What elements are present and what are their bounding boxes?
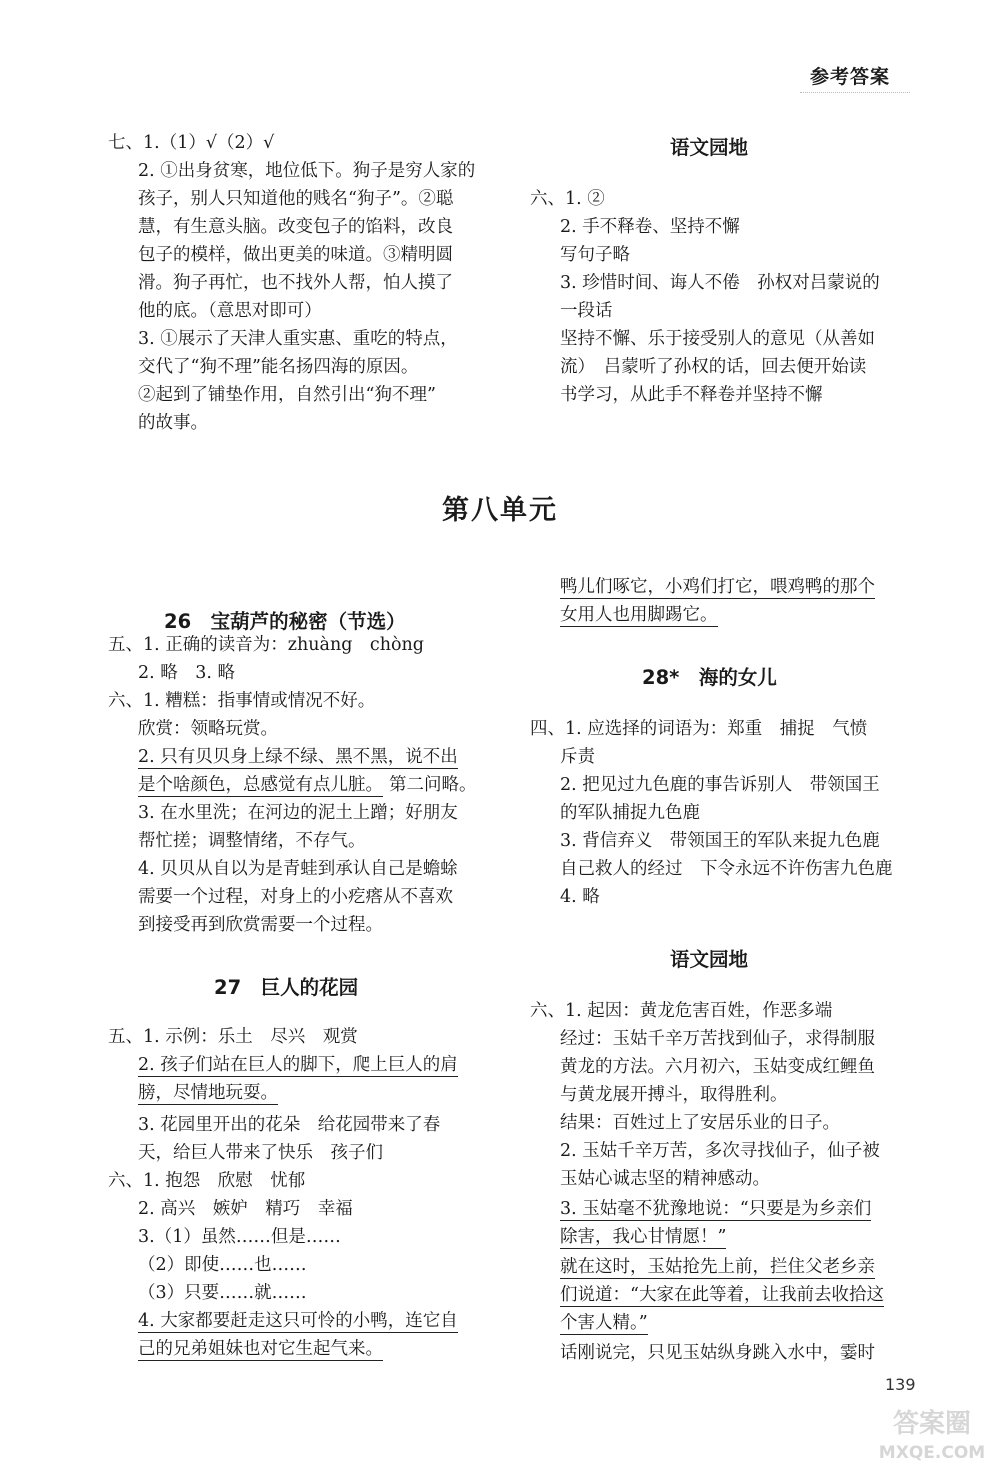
answer-line: 四、1. 应选择的词语为：郑重 捕捉 气愤	[530, 719, 868, 739]
answer-line	[560, 602, 718, 628]
answer-line: 结果：百姓过上了安居乐业的日子。	[560, 1113, 840, 1133]
underlined-text: 2. 只有贝贝身上绿不绿、黑不黑，说不出	[138, 747, 458, 767]
answer-line: 3. 珍惜时间、诲人不倦 孙权对吕蒙说的	[560, 273, 880, 293]
watermark-text: 答案圈	[892, 1409, 972, 1439]
underlined-text: 鸭儿们啄它，小鸡们打它，喂鸡鸭的那个	[560, 577, 875, 597]
answer-line: 的故事。	[138, 413, 208, 433]
answer-line	[138, 772, 477, 798]
answer-line	[560, 1310, 648, 1336]
answer-line: 写句子略	[560, 245, 630, 265]
answer-line: 斥责	[560, 747, 595, 767]
unit-title: 第八单元	[442, 495, 558, 526]
answer-line: 慧，有生意头脑。改变包子的馅料，改良	[138, 217, 453, 237]
underlined-text: 们说道：“大家在此等着，让我前去收拾这	[560, 1285, 884, 1305]
page-number: 139	[885, 1375, 916, 1394]
answer-line: 4. 略	[560, 887, 600, 907]
answer-line	[560, 1282, 884, 1308]
answer-line	[138, 1052, 458, 1078]
page-header: 参考答案	[809, 66, 890, 88]
underlined-text: 女用人也用脚踢它。	[560, 605, 718, 625]
answer-line: 的军队捕捉九色鹿	[560, 803, 700, 823]
underlined-text: 2. 孩子们站在巨人的脚下，爬上巨人的肩	[138, 1055, 458, 1075]
answer-text: 第二问略。	[389, 775, 477, 795]
answer-line: 与黄龙展开搏斗，取得胜利。	[560, 1085, 788, 1105]
answer-line: ②起到了铺垫作用，自然引出“狗不理”	[138, 385, 436, 405]
underlined-text: 3. 玉姑毫不犹豫地说：“只要是为乡亲们	[560, 1199, 872, 1219]
answer-line	[560, 1254, 875, 1280]
answer-line: 六、1. ②	[530, 189, 605, 209]
answer-line: 3. 花园里开出的花朵 给花园带来了春	[138, 1115, 441, 1135]
answer-line: 3. 在水里洗；在河边的泥土上蹭；好朋友	[138, 803, 458, 823]
answer-line: 书学习，从此手不释卷并坚持不懈	[560, 385, 823, 405]
answer-line: 流） 吕蒙听了孙权的话，回去便开始读	[560, 357, 867, 377]
answer-line	[560, 1224, 726, 1250]
answer-line: 七、1.（1）√（2）√	[108, 133, 275, 153]
answer-line: 天，给巨人带来了快乐 孩子们	[138, 1143, 383, 1163]
answer-line: 黄龙的方法。六月初六，玉姑变成红鲤鱼	[560, 1057, 875, 1077]
answer-line: 六、1. 起因：黄龙危害百姓，作恶多端	[530, 1001, 833, 1021]
underlined-text: 除害，我心甘情愿！”	[560, 1227, 727, 1247]
answer-line: 需要一个过程，对身上的小疙瘩从不喜欢	[138, 887, 453, 907]
watermark-logo	[872, 1398, 992, 1466]
answer-line: 4. 贝贝从自以为是青蛙到承认自己是蟾蜍	[138, 859, 458, 879]
answer-line: （2）即使……也……	[138, 1255, 307, 1275]
answer-line: 到接受再到欣赏需要一个过程。	[138, 915, 383, 935]
answer-line	[138, 1308, 458, 1334]
lesson-title: 26 宝葫芦的秘密（节选）	[164, 610, 406, 633]
answer-line: 一段话	[560, 301, 613, 321]
underlined-text: 4. 大家都要赶走这只可怜的小鸭，连它自	[138, 1311, 458, 1331]
underlined-text: 是个啥颜色，总感觉有点儿脏。	[138, 775, 383, 795]
answer-line: 2. 把见过九色鹿的事告诉别人 带领国王	[560, 775, 880, 795]
answer-line: 欣赏：领略玩赏。	[138, 719, 278, 739]
answer-line	[138, 744, 458, 770]
underlined-text: 膀，尽情地玩耍。	[138, 1083, 278, 1103]
answer-line: 包子的模样，做出更美的味道。③精明圆	[138, 245, 453, 265]
underlined-text: 个害人精。”	[560, 1313, 648, 1333]
answer-line: 滑。狗子再忙，也不找外人帮，怕人摸了	[138, 273, 453, 293]
answer-line	[138, 1336, 383, 1362]
answer-line: 玉姑心诚志坚的精神感动。	[560, 1169, 770, 1189]
watermark-url: MXQE.COM	[878, 1443, 986, 1463]
answer-line: 孩子，别人只知道他的贱名“狗子”。②聪	[138, 189, 454, 209]
header-rule	[800, 92, 910, 93]
underlined-text: 己的兄弟姐妹也对它生起气来。	[138, 1339, 383, 1359]
lesson-title: 28* 海的女儿	[642, 666, 777, 689]
answer-line: 六、1. 抱怨 欣慰 忧郁	[108, 1171, 306, 1191]
answer-line: 交代了“狗不理”能名扬四海的原因。	[138, 357, 419, 377]
answer-line	[560, 574, 875, 600]
answer-line: 3. ①展示了天津人重实惠、重吃的特点，	[138, 329, 458, 349]
answer-line: 他的底。（意思对即可）	[138, 301, 322, 321]
answer-line: 3. 背信弃义 带领国王的军队来捉九色鹿	[560, 831, 880, 851]
section-title: 语文园地	[670, 136, 749, 159]
lesson-title: 27 巨人的花园	[214, 976, 359, 999]
answer-line: 2. 玉姑千辛万苦，多次寻找仙子，仙子被	[560, 1141, 880, 1161]
underlined-text: 就在这时，玉姑抢先上前，拦住父老乡亲	[560, 1257, 875, 1277]
section-title: 语文园地	[670, 948, 749, 971]
answer-line: 坚持不懈、乐于接受别人的意见（从善如	[560, 329, 875, 349]
answer-line: 自己救人的经过 下令永远不许伤害九色鹿	[560, 859, 893, 879]
answer-line: 3.（1）虽然……但是……	[138, 1227, 341, 1247]
answer-line	[560, 1196, 871, 1222]
answer-line: 2. ①出身贫寒，地位低下。狗子是穷人家的	[138, 161, 476, 181]
answer-line: 2. 高兴 嫉妒 精巧 幸福	[138, 1199, 353, 1219]
answer-line: 2. 略 3. 略	[138, 663, 236, 683]
answer-line: 五、1. 正确的读音为：zhuàng chòng	[108, 635, 425, 655]
answer-line: 话刚说完，只见玉姑纵身跳入水中，霎时	[560, 1343, 875, 1363]
answer-line: 六、1. 糟糕：指事情或情况不好。	[108, 691, 376, 711]
answer-line: （3）只要……就……	[138, 1283, 307, 1303]
answer-line: 帮忙搓；调整情绪，不存气。	[138, 831, 366, 851]
answer-line	[138, 1080, 278, 1106]
answer-line: 经过：玉姑千辛万苦找到仙子，求得制服	[560, 1029, 875, 1049]
answer-line: 2. 手不释卷、坚持不懈	[560, 217, 740, 237]
answer-line: 五、1. 示例：乐土 尽兴 观赏	[108, 1027, 358, 1047]
